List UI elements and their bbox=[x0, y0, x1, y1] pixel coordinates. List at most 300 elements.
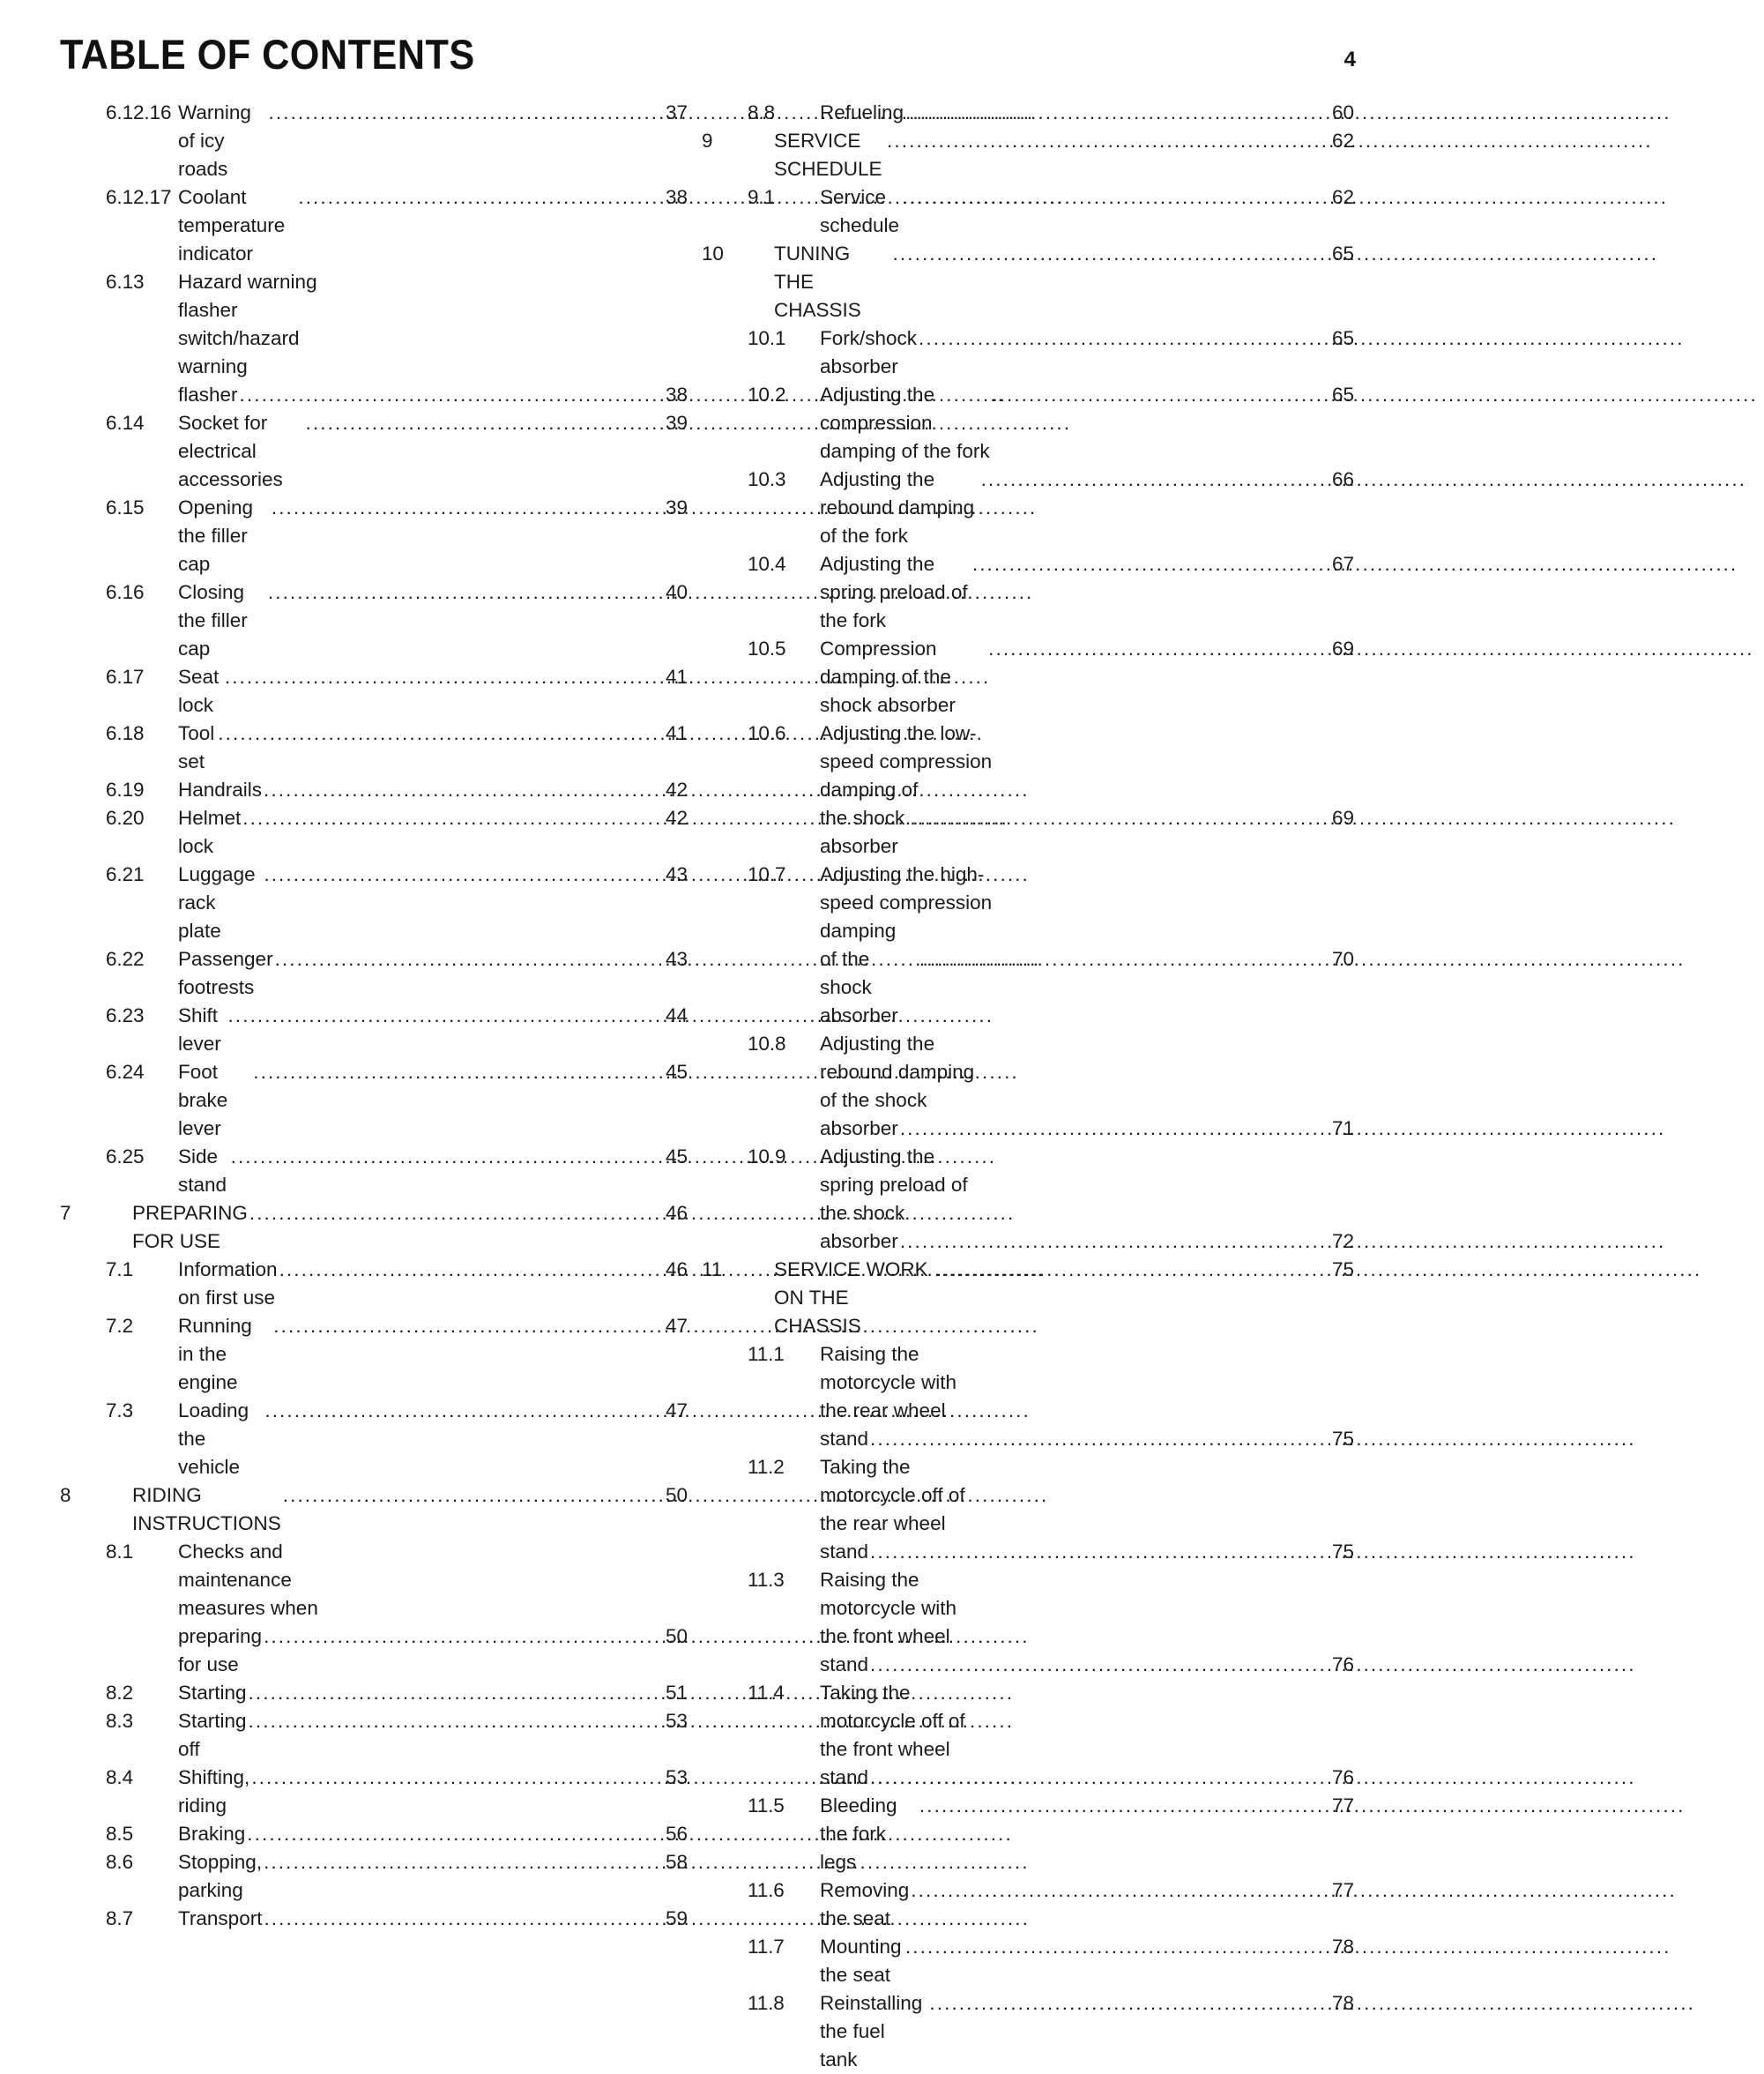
toc-entry-label: stand bbox=[820, 1541, 869, 1563]
dot-leader bbox=[225, 663, 645, 691]
toc-entry-page: 40 bbox=[665, 581, 688, 603]
toc-entry[interactable] bbox=[60, 720, 688, 776]
dot-leader bbox=[919, 1792, 1312, 1820]
toc-entry-line bbox=[820, 804, 1354, 861]
toc-entry-body bbox=[793, 1143, 1354, 1256]
toc-entry-line bbox=[178, 409, 688, 494]
toc-entry-number: 6.24 bbox=[106, 1061, 145, 1083]
toc-entry-page: 45 bbox=[665, 1145, 688, 1168]
toc-entry-body bbox=[152, 1312, 688, 1397]
toc-entry-label: SERVICE WORK ON THE CHASSIS bbox=[774, 1258, 928, 1337]
dot-leader bbox=[905, 99, 1312, 127]
dot-leader bbox=[228, 1002, 645, 1030]
toc-entry[interactable] bbox=[702, 1792, 1354, 1876]
toc-entry-number: 11.1 bbox=[748, 1343, 785, 1365]
dot-leader bbox=[240, 381, 645, 409]
toc-entry-line bbox=[178, 1820, 688, 1848]
toc-entry-line bbox=[820, 1764, 1354, 1792]
dot-leader bbox=[249, 1679, 645, 1707]
toc-entry-line bbox=[820, 1030, 1354, 1115]
toc-entry-page: 58 bbox=[665, 1851, 688, 1873]
dot-leader bbox=[919, 945, 1312, 974]
toc-entry-body bbox=[152, 1143, 688, 1199]
dot-leader bbox=[981, 466, 1312, 494]
dot-leader bbox=[910, 804, 1312, 832]
toc-entry-label: Shifting, riding bbox=[178, 1766, 250, 1817]
toc-entry[interactable] bbox=[60, 1764, 688, 1820]
toc-entry-page: 51 bbox=[665, 1682, 688, 1704]
toc-entry-line bbox=[820, 550, 1354, 635]
toc-entry-label: Socket for electrical accessories bbox=[178, 412, 283, 490]
dot-leader bbox=[242, 804, 645, 832]
toc-entry-body bbox=[793, 635, 1354, 720]
toc-entry-page: 65 bbox=[1331, 384, 1354, 406]
toc-entry-line bbox=[178, 861, 688, 945]
toc-entry-line bbox=[178, 1764, 688, 1820]
dot-leader bbox=[264, 1905, 645, 1933]
toc-entry-line bbox=[178, 268, 688, 381]
dot-leader bbox=[251, 1764, 645, 1792]
toc-entry-page: 45 bbox=[665, 1061, 688, 1083]
toc-entry-page: 62 bbox=[1331, 186, 1354, 208]
toc-entry-line bbox=[774, 240, 1354, 325]
toc-entry-label: Adjusting the compression damping of the fork bbox=[820, 384, 990, 462]
toc-entry-line bbox=[178, 1312, 688, 1397]
toc-entry-label: Raising the motorcycle with the front wheel bbox=[820, 1569, 957, 1647]
toc-entry-body bbox=[152, 1820, 688, 1848]
toc-entry-number: 8.8 bbox=[748, 101, 775, 123]
toc-entry-page: 75 bbox=[1331, 1258, 1354, 1280]
toc-entry-body bbox=[152, 1905, 688, 1933]
toc-entry-number: 10.1 bbox=[748, 327, 786, 349]
toc-entry-number: 8.5 bbox=[106, 1823, 133, 1845]
toc-entry-line bbox=[178, 1143, 688, 1199]
toc-entry-body bbox=[793, 1792, 1354, 1876]
dot-leader bbox=[905, 1933, 1312, 1961]
toc-entry-label: Running in the engine bbox=[178, 1315, 252, 1393]
toc-entry-line bbox=[820, 99, 1354, 127]
toc-entry-body bbox=[152, 945, 688, 1002]
toc-entry[interactable] bbox=[60, 1256, 688, 1312]
dot-leader bbox=[900, 1227, 1312, 1256]
dot-leader bbox=[218, 720, 645, 748]
toc-entry-label: Shift lever bbox=[178, 1004, 221, 1055]
toc-entry-body bbox=[178, 99, 688, 183]
dot-leader bbox=[279, 1256, 645, 1284]
toc-entry[interactable] bbox=[702, 240, 1354, 325]
toc-entry-page: 62 bbox=[1331, 130, 1354, 152]
toc-entry-body bbox=[152, 409, 688, 494]
toc-entry-page: 76 bbox=[1331, 1766, 1354, 1788]
toc-entry[interactable] bbox=[60, 945, 688, 1002]
toc-entry-line bbox=[820, 325, 1354, 381]
dot-leader bbox=[972, 550, 1312, 578]
toc-entry-number: 8.2 bbox=[106, 1682, 133, 1704]
toc-entry-page: 41 bbox=[665, 666, 688, 688]
toc-entry-label: absorber bbox=[820, 1117, 898, 1139]
toc-entry-line bbox=[820, 1792, 1354, 1876]
toc-entry-body bbox=[152, 1058, 688, 1143]
dot-leader bbox=[887, 127, 1312, 155]
dot-leader bbox=[247, 1820, 645, 1848]
toc-entry-page: 72 bbox=[1331, 1230, 1354, 1252]
toc-entry-number: 6.12.17 bbox=[106, 186, 172, 208]
toc-entry-line bbox=[820, 466, 1354, 550]
toc-entry-label: Luggage rack plate bbox=[178, 863, 256, 942]
toc-entry[interactable] bbox=[60, 1848, 688, 1905]
toc-entry-line bbox=[178, 381, 688, 409]
toc-entry-label: Taking the motorcycle off of the front wheel bbox=[820, 1682, 965, 1760]
toc-entry-line bbox=[178, 1397, 688, 1481]
toc-entry-body bbox=[152, 1397, 688, 1481]
toc-entry-page: 42 bbox=[665, 779, 688, 801]
toc-entry-page: 77 bbox=[1331, 1879, 1354, 1901]
toc-entry-number: 10 bbox=[702, 242, 724, 265]
toc-entry-label: Warning of icy roads bbox=[178, 101, 251, 180]
toc-entry-body bbox=[793, 1340, 1354, 1453]
toc-entry-label: Adjusting the rebound damping of the fork bbox=[820, 468, 975, 547]
toc-entry-number: 6.22 bbox=[106, 948, 145, 970]
toc-entry-line bbox=[820, 1679, 1354, 1764]
toc-entry-body bbox=[748, 240, 1354, 325]
toc-entry-line bbox=[820, 720, 1354, 804]
dot-leader bbox=[870, 1425, 1312, 1453]
toc-entry-page: 38 bbox=[665, 186, 688, 208]
toc-entry-body bbox=[152, 1848, 688, 1905]
toc-entry-label: Passenger footrests bbox=[178, 948, 273, 998]
toc-entry-body bbox=[152, 1679, 688, 1707]
dot-leader bbox=[870, 1651, 1312, 1679]
toc-entry-line bbox=[178, 1256, 688, 1312]
toc-entry-line bbox=[820, 1227, 1354, 1256]
toc-entry[interactable] bbox=[60, 663, 688, 720]
toc-entry-page: 69 bbox=[1331, 807, 1354, 829]
toc-entry-page: 70 bbox=[1331, 948, 1354, 970]
toc-entry-page: 78 bbox=[1331, 1936, 1354, 1958]
dot-leader bbox=[283, 1481, 645, 1510]
toc-entry[interactable] bbox=[702, 99, 1354, 127]
toc-entry-page: 37 bbox=[665, 101, 688, 123]
toc-entry-label: Starting bbox=[178, 1682, 247, 1704]
toc-entry[interactable] bbox=[702, 1256, 1354, 1340]
toc-entry-line bbox=[178, 1538, 688, 1623]
toc-entry-number: 8.6 bbox=[106, 1851, 133, 1873]
dot-leader bbox=[264, 776, 645, 804]
toc-entry-label: Stopping, parking bbox=[178, 1851, 263, 1901]
toc-entry-body bbox=[793, 466, 1354, 550]
toc-entry-line bbox=[178, 776, 688, 804]
toc-entry-label: Fork/shock absorber bbox=[820, 327, 918, 377]
toc-entry[interactable] bbox=[60, 804, 688, 861]
toc-entry[interactable] bbox=[60, 1397, 688, 1481]
toc-entry[interactable] bbox=[60, 99, 688, 183]
toc-entry-label: stand bbox=[820, 1766, 869, 1788]
toc-entry-body bbox=[152, 1002, 688, 1058]
toc-entry-line bbox=[132, 1481, 688, 1538]
toc-entry-line bbox=[820, 1989, 1354, 2074]
toc-entry[interactable] bbox=[702, 1143, 1354, 1256]
toc-entry-line bbox=[178, 494, 688, 578]
dot-leader bbox=[936, 1256, 1312, 1284]
toc-entry-label: preparing for use bbox=[178, 1625, 263, 1675]
toc-entry-page: 65 bbox=[1331, 242, 1354, 265]
toc-entry-page: 42 bbox=[665, 807, 688, 829]
toc-entry-line bbox=[178, 183, 688, 268]
toc-entry-number: 8.1 bbox=[106, 1541, 133, 1563]
toc-entry-number: 11.5 bbox=[748, 1794, 785, 1817]
toc-entry-body bbox=[152, 1256, 688, 1312]
toc-entry-body bbox=[152, 720, 688, 776]
toc-entry-number: 8.4 bbox=[106, 1766, 133, 1788]
page-header bbox=[60, 31, 1356, 83]
toc-entry-number: 9.1 bbox=[748, 186, 775, 208]
dot-leader bbox=[253, 1058, 645, 1086]
toc-entry-body bbox=[793, 99, 1354, 127]
toc-entry-page: 76 bbox=[1331, 1653, 1354, 1675]
toc-entry-line bbox=[820, 635, 1354, 720]
toc-entry-line bbox=[178, 1002, 688, 1058]
toc-entry[interactable] bbox=[60, 1679, 688, 1707]
toc-entry-page: 60 bbox=[1331, 101, 1354, 123]
toc-entry[interactable] bbox=[60, 861, 688, 945]
toc-entry-page: 75 bbox=[1331, 1428, 1354, 1450]
toc-entry-label: Foot brake lever bbox=[178, 1061, 228, 1139]
toc-entry-label: Opening the filler cap bbox=[178, 496, 254, 575]
dot-leader bbox=[893, 240, 1312, 268]
dot-leader bbox=[911, 1876, 1312, 1905]
toc-entry-number: 6.19 bbox=[106, 779, 145, 801]
dot-leader bbox=[264, 1848, 645, 1876]
toc-entry-number: 6.25 bbox=[106, 1145, 145, 1168]
toc-entry[interactable] bbox=[60, 1312, 688, 1397]
toc-entry-body bbox=[106, 1481, 688, 1538]
toc-entry-number: 10.4 bbox=[748, 553, 786, 575]
toc-entry-label: RIDING INSTRUCTIONS bbox=[132, 1484, 281, 1534]
toc-entry-line bbox=[178, 804, 688, 861]
toc-entry[interactable] bbox=[702, 1989, 1354, 2074]
toc-entry-label: Adjusting the spring preload of the fork bbox=[820, 553, 968, 631]
toc-entry-label: Loading the vehicle bbox=[178, 1399, 249, 1478]
toc-entry-body bbox=[793, 1933, 1354, 1989]
toc-entry-label: Starting off bbox=[178, 1710, 247, 1760]
toc-entry-body bbox=[152, 776, 688, 804]
toc-entry[interactable] bbox=[702, 183, 1354, 240]
toc-entry-label: Removing the seat bbox=[820, 1879, 910, 1929]
toc-entry-body bbox=[793, 183, 1354, 240]
toc-entry-number: 7 bbox=[60, 1202, 71, 1224]
dot-leader bbox=[900, 1115, 1312, 1143]
toc-entry-page: 53 bbox=[665, 1766, 688, 1788]
toc-entry-page: 71 bbox=[1331, 1117, 1354, 1139]
toc-entry-page: 56 bbox=[665, 1823, 688, 1845]
toc-entry[interactable] bbox=[60, 1820, 688, 1848]
dot-leader bbox=[992, 381, 1312, 409]
toc-entry[interactable] bbox=[702, 466, 1354, 550]
toc-entry-label: Adjusting the spring preload of the shock bbox=[820, 1145, 968, 1224]
toc-entry[interactable] bbox=[60, 494, 688, 578]
toc-entry-body bbox=[793, 381, 1354, 466]
toc-entry-label: Adjusting the low-speed compression damping of bbox=[820, 722, 993, 801]
toc-entry-number: 10.2 bbox=[748, 384, 786, 406]
toc-entry[interactable] bbox=[60, 1058, 688, 1143]
toc-entry[interactable] bbox=[702, 1679, 1354, 1792]
toc-entry-body bbox=[152, 268, 688, 409]
toc-entry-number: 6.20 bbox=[106, 807, 145, 829]
toc-entry[interactable] bbox=[60, 1538, 688, 1679]
toc-entry-line bbox=[820, 381, 1354, 466]
page-number: 4 bbox=[1343, 48, 1356, 71]
toc-entry-number: 11.8 bbox=[748, 1992, 785, 2014]
toc-entry-line bbox=[178, 1905, 688, 1933]
toc-entry[interactable] bbox=[702, 861, 1354, 1030]
toc-entry-line bbox=[178, 1058, 688, 1143]
toc-entry-line bbox=[178, 945, 688, 1002]
toc-entry-line bbox=[820, 861, 1354, 945]
toc-entry-label: Checks and maintenance measures when bbox=[178, 1541, 318, 1619]
toc-entry[interactable] bbox=[702, 1566, 1354, 1679]
toc-entry-number: 8.7 bbox=[106, 1907, 133, 1929]
toc-entry[interactable] bbox=[60, 1002, 688, 1058]
toc-entry[interactable] bbox=[60, 578, 688, 663]
toc-entry-number: 6.14 bbox=[106, 412, 145, 434]
toc-entry-label: stand bbox=[820, 1428, 869, 1450]
toc-entry-line bbox=[820, 1453, 1354, 1538]
dot-leader bbox=[264, 1397, 645, 1425]
toc-entry[interactable] bbox=[702, 1340, 1354, 1453]
toc-entry-line bbox=[178, 663, 688, 720]
toc-entry-line bbox=[820, 1143, 1354, 1227]
toc-entry-label: Taking the motorcycle off of the rear wheel bbox=[820, 1456, 965, 1534]
toc-entry-body bbox=[793, 1566, 1354, 1679]
toc-entry-body bbox=[793, 1989, 1354, 2074]
toc-entry-label: Refueling bbox=[820, 101, 904, 123]
toc-entry-page: 39 bbox=[665, 496, 688, 518]
toc-entry-label: Transport bbox=[178, 1907, 263, 1929]
toc-entry[interactable] bbox=[702, 1030, 1354, 1143]
toc-entry-line bbox=[178, 578, 688, 663]
dot-leader bbox=[268, 578, 645, 607]
toc-entry-body bbox=[152, 804, 688, 861]
dot-leader bbox=[870, 1764, 1312, 1792]
toc-entry-page: 69 bbox=[1331, 638, 1354, 660]
dot-leader bbox=[929, 1989, 1312, 2018]
toc-entry-line bbox=[178, 1848, 688, 1905]
toc-entry-label: Service schedule bbox=[820, 186, 900, 236]
toc-entry-number: 6.18 bbox=[106, 722, 145, 744]
toc-entry-label: Closing the filler cap bbox=[178, 581, 248, 660]
toc-entry[interactable] bbox=[702, 127, 1354, 183]
toc-entry-number: 6.17 bbox=[106, 666, 145, 688]
toc-entry[interactable] bbox=[702, 635, 1354, 720]
toc-entry-page: 77 bbox=[1331, 1794, 1354, 1817]
toc-entry-page: 39 bbox=[665, 412, 688, 434]
toc-entry-number: 9 bbox=[702, 130, 713, 152]
toc-entry-number: 8 bbox=[60, 1484, 71, 1506]
toc-entry-page: 47 bbox=[665, 1399, 688, 1421]
toc-entry[interactable] bbox=[60, 1481, 688, 1538]
toc-entry[interactable] bbox=[702, 325, 1354, 381]
toc-entry[interactable] bbox=[60, 1199, 688, 1256]
toc-entry[interactable] bbox=[60, 183, 688, 268]
dot-leader bbox=[249, 1707, 645, 1735]
toc-entry-label: PREPARING FOR USE bbox=[132, 1202, 248, 1252]
toc-entry-label: Bleeding the fork legs bbox=[820, 1794, 897, 1873]
toc-entry[interactable] bbox=[702, 1453, 1354, 1566]
toc-entry-body bbox=[152, 1764, 688, 1820]
toc-entry-page: 44 bbox=[665, 1004, 688, 1026]
toc-entry[interactable] bbox=[702, 1933, 1354, 1989]
toc-entry-line bbox=[178, 99, 688, 183]
page-title: TABLE OF CONTENTS bbox=[60, 31, 475, 78]
toc-entry-number: 10.9 bbox=[748, 1145, 786, 1168]
dot-leader bbox=[264, 1623, 645, 1651]
toc-entry-page: 78 bbox=[1331, 1992, 1354, 2014]
toc-entry-body bbox=[152, 578, 688, 663]
toc-entry-page: 41 bbox=[665, 722, 688, 744]
toc-entry-number: 6.12.16 bbox=[106, 101, 172, 123]
toc-entry[interactable] bbox=[702, 550, 1354, 635]
toc-entry-label: Coolant temperature indicator bbox=[178, 186, 286, 265]
toc-entry[interactable] bbox=[702, 381, 1354, 466]
toc-entry[interactable] bbox=[60, 776, 688, 804]
toc-entry-page: 47 bbox=[665, 1315, 688, 1337]
toc-entry-page: 66 bbox=[1331, 468, 1354, 490]
toc-entry-line bbox=[820, 1933, 1354, 1989]
toc-entry-body bbox=[793, 1679, 1354, 1792]
toc-entry-line bbox=[820, 1340, 1354, 1425]
toc-entry[interactable] bbox=[60, 409, 688, 494]
toc-entry-page: 38 bbox=[665, 384, 688, 406]
toc-entry-line bbox=[178, 1707, 688, 1764]
toc-entry[interactable] bbox=[60, 1905, 688, 1933]
toc-entry-label: Hazard warning flasher switch/hazard warning bbox=[178, 271, 317, 377]
toc-entry-body bbox=[152, 663, 688, 720]
toc-entry-body bbox=[793, 1876, 1354, 1933]
toc-entry-label: Mounting the seat bbox=[820, 1936, 902, 1986]
toc-entry-page: 46 bbox=[665, 1202, 688, 1224]
toc-entry-label: Reinstalling the fuel tank bbox=[820, 1992, 923, 2070]
toc-entry-number: 6.21 bbox=[106, 863, 145, 885]
toc-entry-label: Compression damping of the shock absorber bbox=[820, 638, 956, 716]
toc-entry[interactable] bbox=[702, 1876, 1354, 1933]
toc-entry-line bbox=[178, 1623, 688, 1679]
toc-entry[interactable] bbox=[702, 720, 1354, 861]
toc-entry-label: Information on first use bbox=[178, 1258, 278, 1309]
toc-entry-number: 6.13 bbox=[106, 271, 145, 293]
dot-leader bbox=[273, 1312, 645, 1340]
toc-entry-number: 11.7 bbox=[748, 1936, 785, 1958]
toc-entry-number: 10.6 bbox=[748, 722, 786, 744]
toc-entry-number: 7.2 bbox=[106, 1315, 133, 1337]
toc-entry-number: 11.3 bbox=[748, 1569, 785, 1591]
toc-entry-page: 50 bbox=[665, 1484, 688, 1506]
toc-entry-body bbox=[793, 861, 1354, 1030]
toc-entry-line bbox=[820, 1651, 1354, 1679]
toc-entry-number: 10.3 bbox=[748, 468, 786, 490]
toc-entry[interactable] bbox=[60, 1143, 688, 1199]
dot-leader bbox=[272, 494, 645, 522]
toc-column-left bbox=[60, 99, 688, 1933]
toc-entry-label: Side stand bbox=[178, 1145, 227, 1196]
toc-entry-number: 11.4 bbox=[748, 1682, 785, 1704]
dot-leader bbox=[306, 409, 645, 437]
toc-entry[interactable] bbox=[60, 268, 688, 409]
toc-entry-body bbox=[793, 325, 1354, 381]
toc-column-right bbox=[702, 99, 1354, 2074]
toc-entry-label: Handrails bbox=[178, 779, 263, 801]
toc-entry-line bbox=[820, 945, 1354, 1030]
toc-entry[interactable] bbox=[60, 1707, 688, 1764]
